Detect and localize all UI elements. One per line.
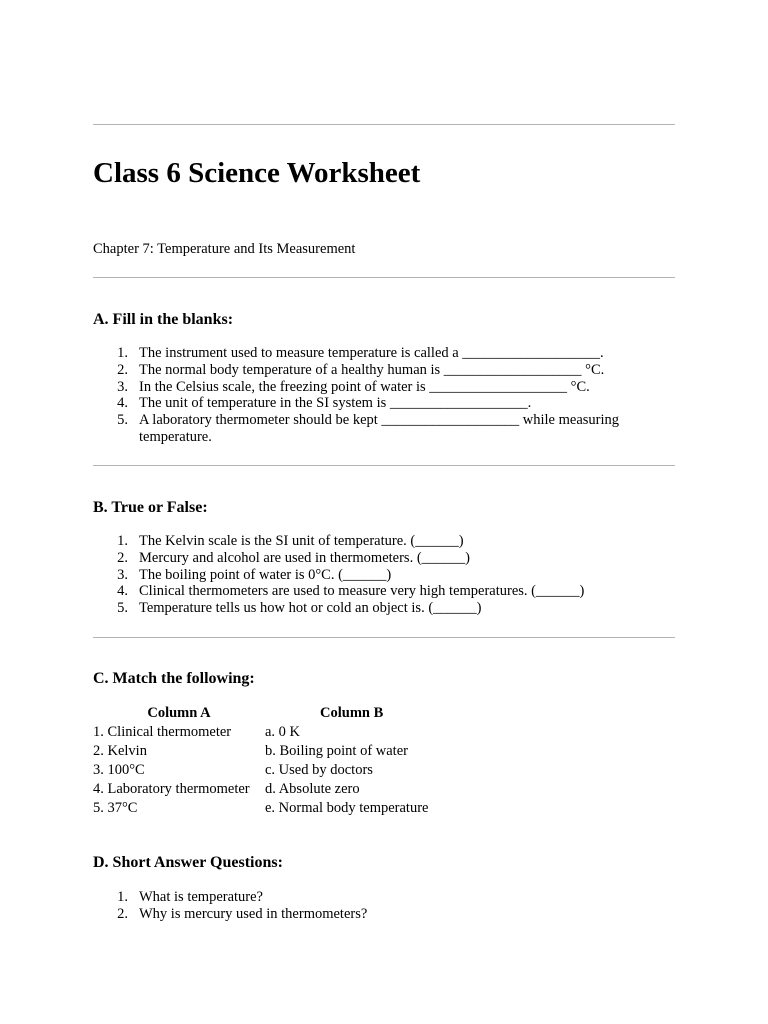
section-a-list: [93, 345, 675, 446]
item-number: 2.: [117, 905, 128, 922]
table-row: [93, 761, 465, 780]
match-table: [93, 704, 465, 817]
column-b-cell: a. 0 K: [265, 723, 301, 740]
list-item: [93, 567, 675, 584]
column-a-cell: 4. Laboratory thermometer: [93, 780, 250, 797]
section-b-list: [93, 533, 675, 617]
item-number: 1.: [117, 889, 128, 905]
item-text: Why is mercury used in thermometers?: [139, 905, 368, 922]
item-number: 1.: [117, 533, 128, 549]
item-text: What is temperature?: [139, 889, 263, 905]
item-number: 4.: [117, 395, 128, 412]
section-d-list: [93, 889, 675, 923]
column-a-cell: 1. Clinical thermometer: [93, 723, 232, 740]
list-item: [93, 412, 659, 446]
item-number: 5.: [117, 412, 128, 429]
column-a-header: Column A: [147, 705, 211, 721]
column-b-header: Column B: [320, 705, 384, 721]
list-item: [93, 906, 675, 923]
page-title: Class 6 Science Worksheet: [93, 157, 421, 189]
section-d-heading: D. Short Answer Questions:: [93, 854, 283, 871]
item-number: 4.: [117, 583, 128, 600]
column-b-cell: d. Absolute zero: [265, 780, 360, 797]
column-a-cell: 5. 37°C: [93, 799, 138, 816]
divider-after-section-b: [93, 637, 675, 638]
item-number: 5.: [117, 600, 128, 617]
table-row: [93, 742, 465, 761]
divider-after-section-a: [93, 465, 675, 466]
table-row: [93, 799, 465, 818]
item-number: 2.: [117, 361, 128, 378]
column-a-cell: 2. Kelvin: [93, 742, 147, 759]
list-item: [93, 345, 675, 362]
list-item: [93, 395, 675, 412]
list-item: [93, 600, 675, 617]
item-text: In the Celsius scale, the freezing point of water is ___________________ °C.: [139, 378, 590, 395]
item-text: The boiling point of water is 0°C. (______): [139, 566, 392, 583]
worksheet-page: [93, 0, 675, 1024]
item-text: Clinical thermometers are used to measure very high temperatures. (______): [139, 583, 585, 600]
column-b-cell: b. Boiling point of water: [265, 742, 408, 759]
item-text: A laboratory thermometer should be kept ___________________ while measuring temperature.: [139, 412, 620, 445]
list-item: [93, 533, 675, 550]
item-text: The unit of temperature in the SI system is ___________________.: [139, 395, 532, 412]
column-a-cell: 3. 100°C: [93, 761, 145, 778]
item-number: 2.: [117, 549, 128, 566]
item-text: Mercury and alcohol are used in thermometers. (______): [139, 549, 470, 566]
list-item: [93, 583, 675, 600]
item-number: 3.: [117, 566, 128, 583]
table-row: [93, 723, 465, 742]
section-a-heading: A. Fill in the blanks:: [93, 311, 234, 328]
item-number: 3.: [117, 378, 128, 395]
list-item: [93, 362, 675, 379]
section-b-heading: B. True or False:: [93, 499, 208, 516]
top-divider: [93, 124, 675, 125]
item-number: 1.: [117, 345, 128, 361]
item-text: The instrument used to measure temperature is called a ___________________.: [139, 345, 604, 361]
divider-after-subtitle: [93, 277, 675, 278]
chapter-subtitle: Chapter 7: Temperature and Its Measurement: [93, 241, 356, 257]
list-item: [93, 379, 675, 396]
column-b-cell: e. Normal body temperature: [265, 799, 429, 816]
table-row: [93, 780, 465, 799]
list-item: [93, 550, 675, 567]
item-text: The normal body temperature of a healthy human is ___________________ °C.: [139, 361, 605, 378]
match-table-header: [93, 704, 465, 723]
column-b-cell: c. Used by doctors: [265, 761, 373, 778]
section-c-heading: C. Match the following:: [93, 670, 255, 687]
list-item: [93, 889, 675, 906]
item-text: Temperature tells us how hot or cold an object is. (______): [139, 600, 482, 617]
item-text: The Kelvin scale is the SI unit of temperature. (______): [139, 533, 464, 549]
